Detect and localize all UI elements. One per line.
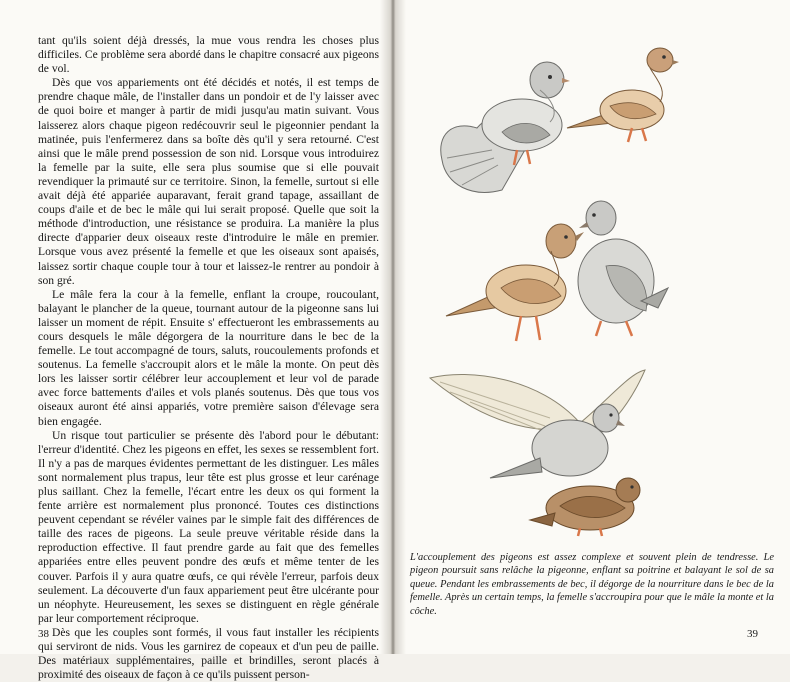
paragraph: Dès que vos appariements ont été décidés et notés, il est temps de prendre chaque mâle, de l'installer dans un pondoir et de l'y laisser avec de quoi boire et manger à partir de midi jusqu'au matin suivant. Vous laisserez alors chaque pigeon redécouvrir seul le pigeonnier pendant la matinée, puis l'enfermerez dans sa boîte dès qu'il y sera retourné. C'est ainsi que le mâle prend possession de son nid. Lorsque vous introduirez la femelle par la suite, elle sera plus soumise que si elle pouvait revendiquer la primauté sur ce territoire. Sinon, la femelle, surtout si elle avait déjà été appariée auparavant, ferait grand tapage, assaillant de coups d'aile et de bec le mâle qui lui serait proposé. Quelle que soit la méthode d'introduction, une résistance se produira. La manière la plus directe d'apparier deux oiseaux reste d'introduire le mâle en premier. Lorsque vous avez présenté la femelle et que les oiseaux sont apaisés, laissez sortir chaque couple tour à tour et laissez-le rentrer au pondoir à son gré.: [38, 76, 379, 287]
page-number-right: 39: [747, 628, 758, 640]
left-page: [0, 0, 392, 682]
page-number-left: 38: [38, 628, 49, 640]
paragraph: Un risque tout particulier se présente dès l'abord pour le débutant: l'erreur d'identité. Chez les pigeons en effet, les sexes se ressemblent fort. Il n'y a pas de marques évidentes permettant de les distinguer. Les mâles sont normalement plus trapus, leur tête est plus grosse et leur carénage plus saillant. Chez la femelle, l'écart entre les deux os qui forment la fente arrière est normalement plus prononcé. Toutes ces distinctions peuvent cependant se révéler vaines par le simple fait des différences de taille des races de pigeons. La seule preuve véritable réside dans la reproduction effective. Il faut prendre garde au fait que des femelles appariées entre elles peuvent pondre des œufs et même tenter de les couver. Parfois il y aura quatre œufs, ce qui révèle l'erreur, parfois deux seulement. La découverte d'un faux appariement peut être ulcérante pour un néophyte. Heureusement, les sexes se distinguent en règle générale par leur comportement réciproque.: [38, 428, 379, 625]
body-text: [38, 34, 379, 682]
book-gutter: [380, 0, 406, 654]
billing-pair-illustration: [446, 196, 676, 356]
paragraph: Le mâle fera la cour à la femelle, enflant la croupe, roucoulant, balayant le plancher de la queue, tournant autour de la pigeonne sans lui laisser un moment de répit. Ensuite s' effectueront les embrassements au cours desquels le mâle dégorgera de la nourriture dans le bec de la femelle. Le tout accompagné de tours, saluts, roucoulements profonds et soutenus. La femelle s'accroupit alors et le mâle la monte. On peut dès lors les laisser sortir célébrer leur accouplement et leur vol de parade avec force battements d'ailes et vols planés soutenus. Dès que tous vos oiseaux auront été ainsi appariés, votre première saison d'élevage sera bien engagée.: [38, 287, 379, 428]
tan-pigeon-drawing: [567, 48, 679, 142]
mating-pigeons-illustration: [430, 368, 650, 540]
paragraph: Dès que les couples sont formés, il vous faut installer les récipients qui serviront de nids. Vous les garnirez de copeaux et d'un peu de paille. Des matériaux supplémentaires, paille et brindilles, seront placés à proximité des oiseaux de façon à ce qu'ils puissent person-: [38, 625, 379, 682]
grey-female-pigeon-drawing: [578, 201, 668, 336]
pigeons-courting-illustration: [432, 40, 682, 200]
grey-male-mounting-drawing: [430, 370, 645, 478]
tan-female-crouching-drawing: [530, 478, 640, 536]
paragraph: tant qu'ils soient déjà dressés, la mue vous rendra les choses plus difficiles. Ce problème sera abordé dans le chapitre consacré aux pigeons de vol.: [38, 34, 379, 76]
fantail-pigeon-drawing: [441, 62, 570, 192]
tan-male-pigeon-drawing: [446, 224, 584, 341]
illustration-caption: L'accouplement des pigeons est assez complexe et souvent plein de tendresse. Le pigeon poursuit sans relâche la pigeonne, enflant sa poitrine et balayant le sol de sa queue. Pendant les embrassements de bec, il dégorge de la nourriture dans le bec de la femelle. Après un certain temps, la femelle s'accroupira pour que le mâle la monte et la côche.: [410, 552, 774, 617]
